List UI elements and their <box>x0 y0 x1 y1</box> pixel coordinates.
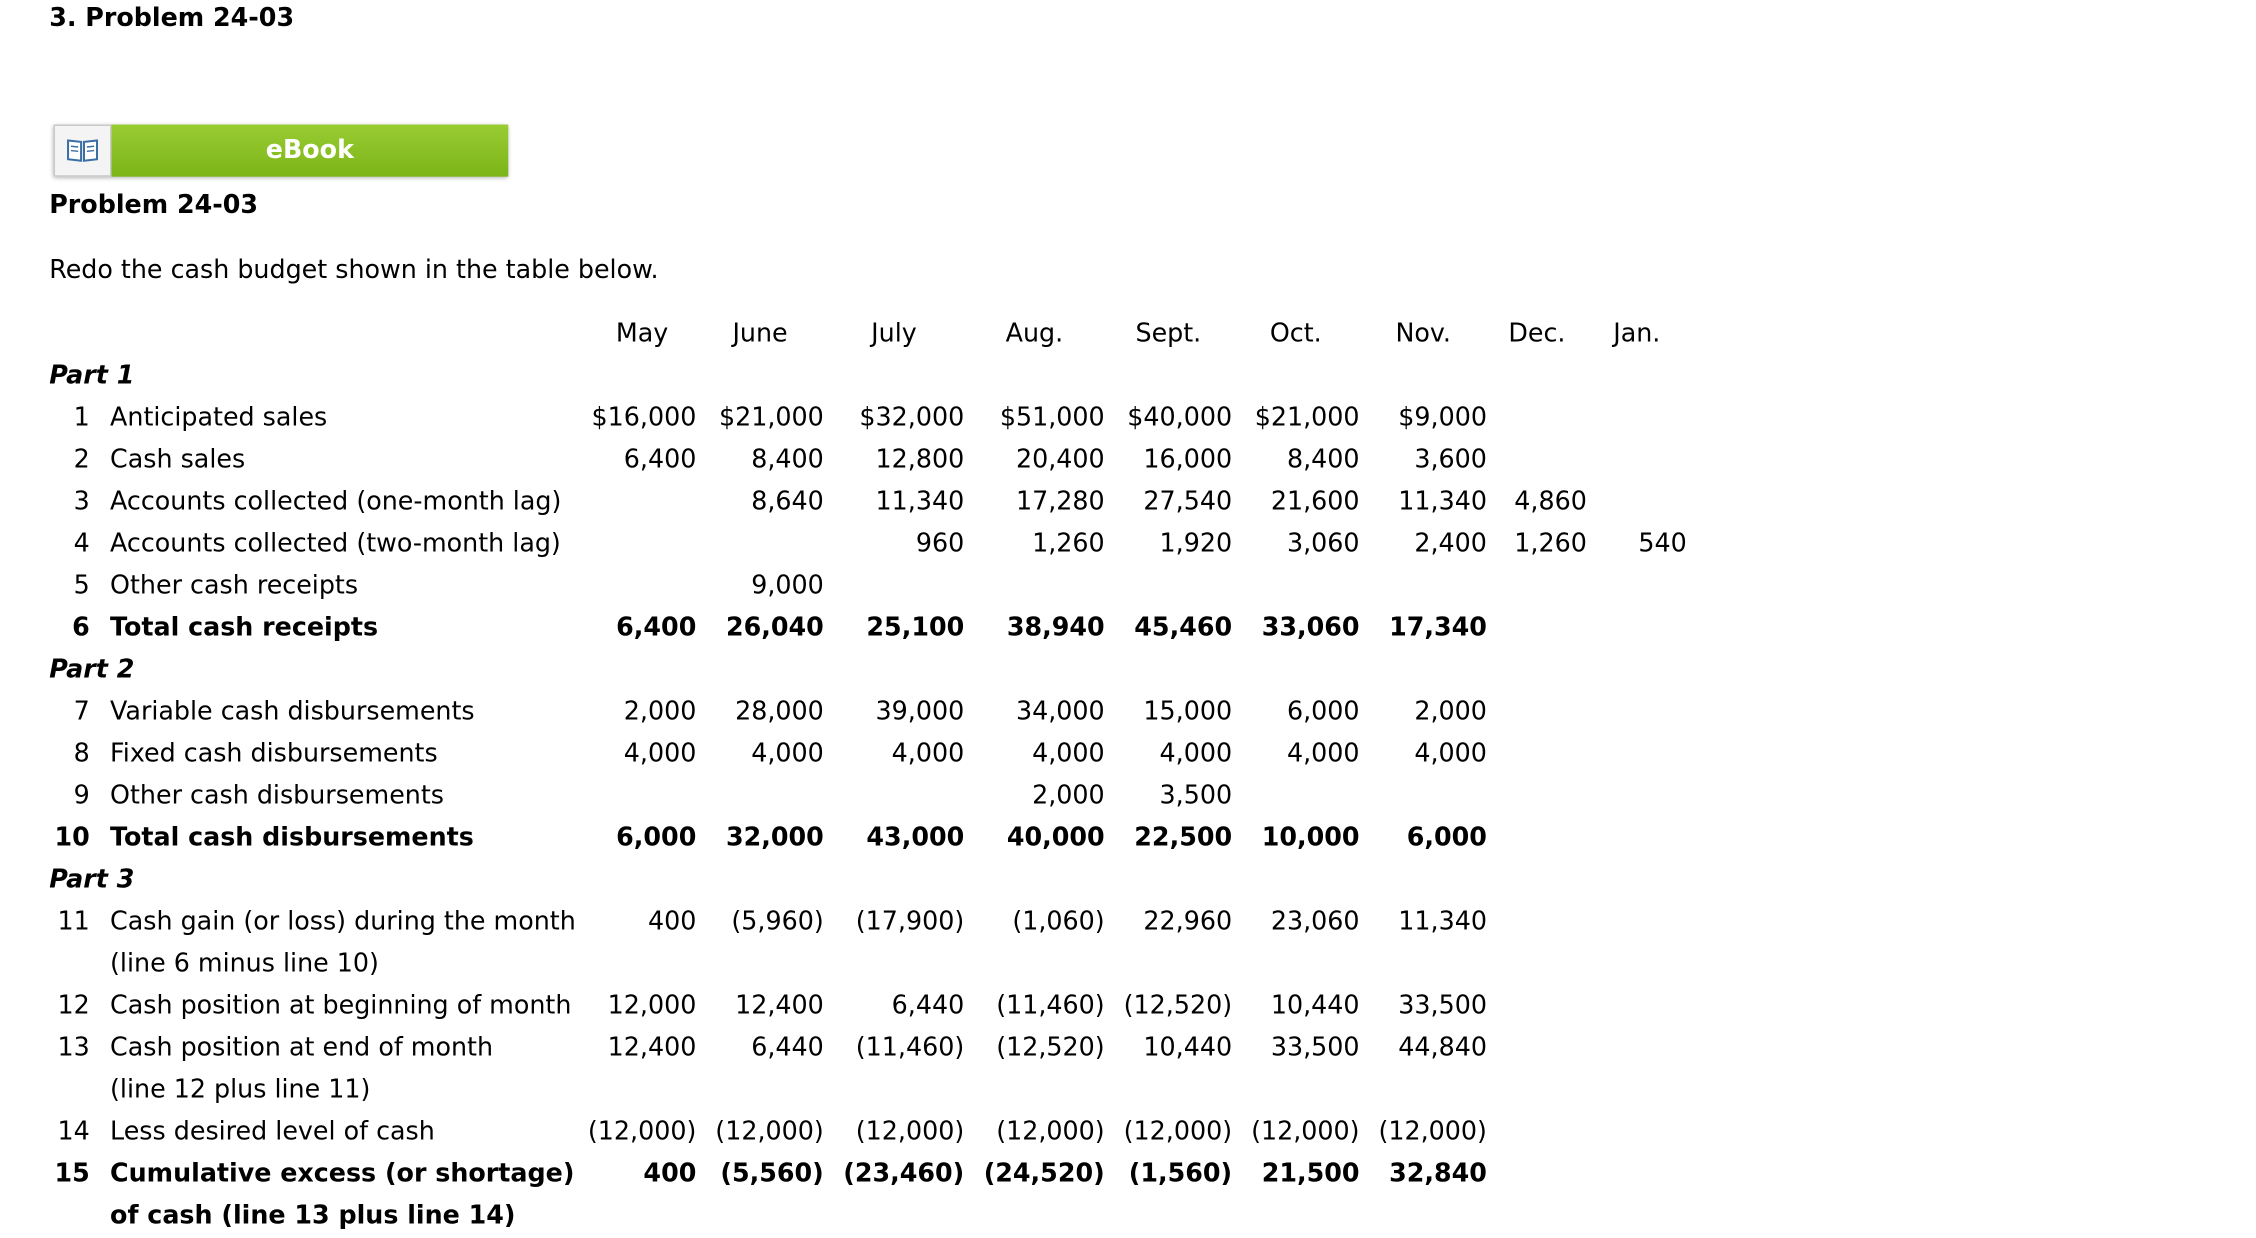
value-cell <box>696 776 823 818</box>
line-number: 9 <box>73 781 90 811</box>
value-cell: 9,000 <box>751 571 824 601</box>
month-header: June <box>732 319 788 349</box>
value-cell <box>1587 1154 1687 1196</box>
value-cell: 32,840 <box>1389 1159 1487 1189</box>
part-heading: Part 1 <box>49 362 135 391</box>
line-number: 12 <box>57 991 90 1021</box>
value-cell: (12,000) <box>715 1117 824 1147</box>
value-cell <box>1487 818 1587 860</box>
line-label: Cash sales <box>110 445 246 475</box>
line-label: Cumulative excess (or shortage) <box>110 1159 575 1189</box>
value-cell: 3,500 <box>1159 781 1233 811</box>
value-cell: 22,500 <box>1134 823 1233 853</box>
line-label-continuation: (line 6 minus line 10) <box>110 949 379 979</box>
value-cell: 11,340 <box>1398 907 1487 937</box>
value-cell: 4,000 <box>891 739 965 769</box>
value-cell: (11,460) <box>996 991 1105 1021</box>
value-cell: 540 <box>1638 529 1687 559</box>
value-cell: (17,900) <box>855 907 965 937</box>
table-row <box>49 776 1687 818</box>
value-cell <box>1587 818 1687 860</box>
value-cell <box>1232 566 1359 608</box>
line-number: 11 <box>57 907 90 937</box>
table-row <box>49 1028 1687 1070</box>
line-label: Total cash receipts <box>110 613 379 643</box>
table-row <box>49 902 1687 944</box>
line-label-continuation: of cash (line 13 plus line 14) <box>110 1201 516 1231</box>
value-cell: 2,400 <box>1414 529 1487 559</box>
value-cell: 33,060 <box>1261 613 1360 643</box>
part-heading: Part 3 <box>49 865 135 895</box>
value-cell: (12,000) <box>1123 1117 1233 1147</box>
line-number: 14 <box>57 1117 90 1147</box>
month-header: Oct. <box>1269 319 1322 349</box>
ebook-button[interactable] <box>54 125 509 177</box>
value-cell: $9,000 <box>1398 403 1487 433</box>
value-cell: 21,500 <box>1261 1159 1360 1189</box>
value-cell: 4,860 <box>1514 487 1587 517</box>
value-cell: (12,000) <box>1251 1117 1360 1147</box>
ebook-label[interactable]: eBook <box>111 125 508 177</box>
value-cell: 25,100 <box>866 613 965 643</box>
line-number: 7 <box>73 697 90 727</box>
table-row <box>49 986 1687 1028</box>
value-cell: $21,000 <box>718 403 824 433</box>
value-cell: 6,440 <box>751 1033 824 1063</box>
line-number: 6 <box>72 613 90 643</box>
line-number: 4 <box>73 529 90 559</box>
value-cell <box>1587 776 1687 818</box>
value-cell <box>1105 566 1232 608</box>
value-cell <box>1232 776 1359 818</box>
line-label: Fixed cash disbursements <box>110 739 438 769</box>
value-cell <box>1587 440 1687 482</box>
value-cell: (12,000) <box>855 1117 965 1147</box>
value-cell: 2,000 <box>1032 781 1105 811</box>
month-header-row <box>49 313 1687 356</box>
value-cell <box>1487 986 1587 1028</box>
part-heading-row <box>49 860 1687 902</box>
value-cell <box>964 566 1104 608</box>
value-cell: 400 <box>643 1159 697 1189</box>
value-cell <box>1487 566 1587 608</box>
problem-instructions: Redo the cash budget shown in the table below. <box>49 256 659 286</box>
value-cell: 6,400 <box>616 613 697 643</box>
value-cell: $40,000 <box>1127 403 1233 433</box>
value-cell <box>824 776 964 818</box>
value-cell: 6,000 <box>616 823 697 853</box>
book-icon <box>54 125 112 177</box>
value-cell <box>588 566 696 608</box>
value-cell <box>1487 902 1587 944</box>
value-cell: 4,000 <box>1032 739 1105 769</box>
line-label: Cash position at beginning of month <box>110 991 572 1021</box>
value-cell: 38,940 <box>1006 613 1105 643</box>
value-cell <box>1587 566 1687 608</box>
value-cell: 17,280 <box>1015 487 1105 517</box>
value-cell: (5,960) <box>731 907 824 937</box>
value-cell <box>1487 1154 1587 1196</box>
line-number: 2 <box>73 445 90 475</box>
value-cell: 2,000 <box>623 697 697 727</box>
value-cell: 39,000 <box>875 697 965 727</box>
value-cell: 2,000 <box>1414 697 1487 727</box>
value-cell: 1,260 <box>1032 529 1105 559</box>
value-cell <box>1587 1028 1687 1070</box>
value-cell: 22,960 <box>1143 907 1233 937</box>
value-cell: 4,000 <box>1159 739 1233 769</box>
value-cell: (12,520) <box>1123 991 1233 1021</box>
line-label: Anticipated sales <box>110 403 328 433</box>
table-row-continuation <box>49 1070 1687 1112</box>
table-row <box>49 1112 1687 1154</box>
value-cell: (24,520) <box>983 1159 1105 1189</box>
value-cell <box>588 776 696 818</box>
line-label: Accounts collected (two-month lag) <box>110 529 561 559</box>
value-cell: $32,000 <box>859 403 965 433</box>
value-cell: 11,340 <box>875 487 965 517</box>
line-label: Other cash receipts <box>110 571 359 601</box>
value-cell: 6,440 <box>891 991 965 1021</box>
line-number: 15 <box>54 1159 90 1189</box>
value-cell: 6,000 <box>1406 823 1487 853</box>
value-cell: (12,000) <box>1378 1117 1487 1147</box>
value-cell: 12,400 <box>735 991 824 1021</box>
value-cell <box>1587 734 1687 776</box>
value-cell: 44,840 <box>1398 1033 1487 1063</box>
value-cell: 40,000 <box>1006 823 1105 853</box>
line-number: 3 <box>73 487 90 517</box>
value-cell <box>588 524 696 566</box>
value-cell <box>1587 902 1687 944</box>
value-cell: (1,060) <box>1012 907 1105 937</box>
value-cell: 43,000 <box>866 823 965 853</box>
table-row <box>49 692 1687 734</box>
value-cell: 4,000 <box>1286 739 1360 769</box>
value-cell: 8,400 <box>1286 445 1360 475</box>
value-cell: 27,540 <box>1143 487 1233 517</box>
value-cell: (12,000) <box>587 1117 697 1147</box>
line-label: Other cash disbursements <box>110 781 444 811</box>
value-cell: 16,000 <box>1143 445 1233 475</box>
value-cell: 8,400 <box>751 445 824 475</box>
part-heading: Part 2 <box>49 655 135 685</box>
value-cell: 28,000 <box>735 697 824 727</box>
value-cell: 15,000 <box>1143 697 1233 727</box>
value-cell: $16,000 <box>591 403 697 433</box>
value-cell: 23,060 <box>1270 907 1360 937</box>
line-label: Less desired level of cash <box>110 1117 435 1147</box>
table-row-continuation <box>49 1196 1687 1238</box>
value-cell <box>1587 608 1687 650</box>
value-cell <box>1487 1028 1587 1070</box>
part-heading-row <box>49 356 1687 398</box>
line-number: 8 <box>73 739 90 769</box>
spacer-cell <box>49 944 98 986</box>
table-row <box>49 818 1687 860</box>
month-header: Dec. <box>1508 319 1566 349</box>
line-label: Cash position at end of month <box>110 1033 494 1063</box>
table-row <box>49 524 1687 566</box>
problem-subtitle: Problem 24-03 <box>49 191 258 221</box>
line-label: Cash gain (or loss) during the month <box>110 907 576 937</box>
value-cell <box>1360 566 1487 608</box>
value-cell: 11,340 <box>1398 487 1487 517</box>
line-label: Variable cash disbursements <box>110 697 475 727</box>
month-header: July <box>871 319 917 349</box>
value-cell: 17,340 <box>1389 613 1487 643</box>
spacer-cell <box>49 1196 98 1238</box>
table-row-continuation <box>49 944 1687 986</box>
spacer-cell <box>49 1070 98 1112</box>
table-row <box>49 440 1687 482</box>
value-cell: 6,400 <box>623 445 697 475</box>
value-cell <box>1487 440 1587 482</box>
value-cell: 12,000 <box>607 991 697 1021</box>
value-cell: 4,000 <box>623 739 697 769</box>
page-title: 3. Problem 24-03 <box>49 4 295 34</box>
table-row <box>49 1154 1687 1196</box>
value-cell: $51,000 <box>999 403 1105 433</box>
month-header: Nov. <box>1395 319 1451 349</box>
value-cell: 960 <box>915 529 965 559</box>
line-number: 10 <box>54 823 90 853</box>
value-cell: 33,500 <box>1270 1033 1360 1063</box>
value-cell: 10,440 <box>1143 1033 1233 1063</box>
cash-budget-table <box>49 313 1687 1238</box>
value-cell: (5,560) <box>720 1159 824 1189</box>
value-cell <box>588 482 696 524</box>
value-cell <box>1487 398 1587 440</box>
line-label-continuation: (line 12 plus line 11) <box>110 1075 371 1105</box>
value-cell: 12,800 <box>875 445 965 475</box>
value-cell: 33,500 <box>1398 991 1487 1021</box>
value-cell: 4,000 <box>751 739 824 769</box>
month-header: Jan. <box>1613 319 1661 349</box>
table-row <box>49 398 1687 440</box>
value-cell: 26,040 <box>725 613 824 643</box>
value-cell: (11,460) <box>855 1033 965 1063</box>
value-cell: 10,000 <box>1261 823 1360 853</box>
month-header: Sept. <box>1135 319 1202 349</box>
value-cell: 3,060 <box>1286 529 1360 559</box>
value-cell: 34,000 <box>1015 697 1105 727</box>
value-cell: 45,460 <box>1134 613 1233 643</box>
line-label: Total cash disbursements <box>110 823 474 853</box>
value-cell: (12,000) <box>996 1117 1105 1147</box>
table-row <box>49 608 1687 650</box>
line-number: 5 <box>73 571 90 601</box>
value-cell <box>696 524 823 566</box>
value-cell <box>1587 986 1687 1028</box>
value-cell: 32,000 <box>725 823 824 853</box>
part-heading-row <box>49 650 1687 692</box>
value-cell <box>1487 734 1587 776</box>
value-cell: (23,460) <box>843 1159 965 1189</box>
value-cell <box>1587 398 1687 440</box>
value-cell <box>1587 692 1687 734</box>
table-row <box>49 566 1687 608</box>
value-cell <box>1487 692 1587 734</box>
value-cell <box>1487 608 1587 650</box>
value-cell: 8,640 <box>751 487 824 517</box>
value-cell <box>1487 1112 1587 1154</box>
month-header: Aug. <box>1005 319 1064 349</box>
value-cell: 1,260 <box>1514 529 1587 559</box>
value-cell: 1,920 <box>1159 529 1233 559</box>
value-cell: (1,560) <box>1128 1159 1233 1189</box>
value-cell <box>1587 482 1687 524</box>
value-cell: 10,440 <box>1270 991 1360 1021</box>
line-number: 13 <box>57 1033 90 1063</box>
line-number: 1 <box>73 403 90 433</box>
value-cell: 20,400 <box>1015 445 1105 475</box>
value-cell: 12,400 <box>607 1033 697 1063</box>
value-cell: (12,520) <box>996 1033 1105 1063</box>
value-cell: 3,600 <box>1414 445 1487 475</box>
value-cell: 21,600 <box>1270 487 1360 517</box>
table-row <box>49 734 1687 776</box>
value-cell: 400 <box>647 907 697 937</box>
month-header: May <box>615 319 669 349</box>
value-cell <box>1587 1112 1687 1154</box>
value-cell <box>1487 776 1587 818</box>
value-cell: $21,000 <box>1254 403 1360 433</box>
value-cell <box>824 566 964 608</box>
value-cell: 6,000 <box>1286 697 1360 727</box>
value-cell <box>1360 776 1487 818</box>
value-cell: 4,000 <box>1414 739 1487 769</box>
line-label: Accounts collected (one-month lag) <box>110 487 562 517</box>
table-row <box>49 482 1687 524</box>
